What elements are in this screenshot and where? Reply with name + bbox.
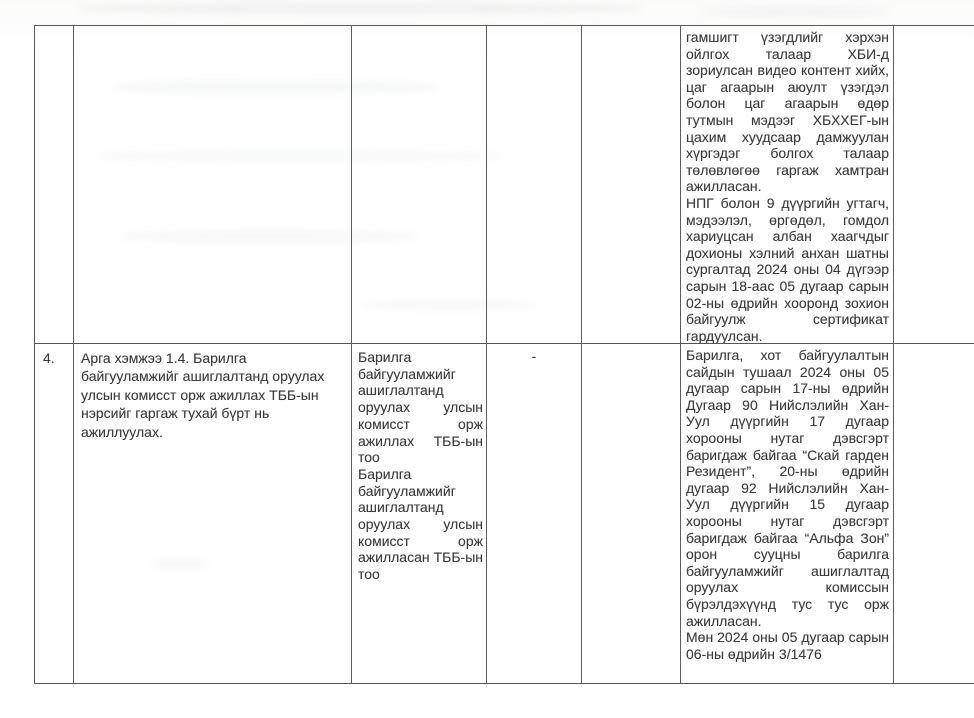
row-number: 4. (43, 350, 55, 366)
target-value: - (531, 348, 537, 364)
cell-target-value (487, 344, 582, 684)
cell-note (894, 344, 974, 684)
cell-result (681, 344, 894, 684)
result-paragraph: Мөн 2024 оны 05 дугаар сарын 06-ны өдрийн 3/1476 (686, 629, 889, 662)
cell-indicator (352, 344, 487, 684)
cell-empty-continuation (582, 26, 681, 344)
activity-text: Арга хэмжээ 1.4. Барилга байгууламжийг ашиглалтанд оруулах улсын комисст орж ажиллах ТББ-ын нэрсийг гаргаж тухай бүрт нь ажиллуулах. (81, 350, 325, 440)
cell-target-continuation (487, 26, 582, 344)
cell-activity (74, 344, 352, 684)
cell-result-continuation (681, 26, 894, 344)
scan-smudge (700, 8, 890, 16)
cell-activity-continuation (74, 26, 352, 344)
cell-row-number-continuation (35, 26, 74, 344)
result-paragraph: НПГ болон 9 дүүргийн угтагч, мэдээлэл, өргөдөл, гомдол хариуцсан албан хаагчдыг дохионы хэлний анхан шатны сургалтад 2024 оны 04 дүгээр сарын 18-аас 05 дугаар сарын 02-ны өдрийн хооронд зохион байгуулж сертификат гардуулсан. (686, 194, 889, 344)
cell-indicator-continuation (352, 26, 487, 344)
result-paragraph: Барилга, хот байгуулалтын сайдын тушаал 2024 оны 05 дугаар сарын 17-ны өдрийн Дугаар 90 Нийслэлийн Хан-Уул дүүргийн 17 дугаар хорооны нутаг дэвсгэрт баригдаж байгаа “Скай гарден Резидент”, 20-ны өдрийн дугаар 92 Нийслэлийн Хан-Уул дүүргийн 15 дугаар хорооны нутаг дэвсгэрт баригдаж байгаа “Альфа Зон” орон сууцны барилга байгууламжийг ашиглалтад оруулах комиссын бүрэлдэхүүнд тус тус орж ажилласан. (686, 347, 889, 629)
report-table (34, 25, 974, 684)
cell-empty (582, 344, 681, 684)
indicator-paragraph: Барилга байгууламжийг ашиглалтанд оруулах улсын комисст орж ажиллах ТББ-ын тоо (358, 349, 483, 466)
cell-row-number (35, 344, 74, 684)
indicator-paragraph: Барилга байгууламжийг ашиглалтанд оруулах улсын комисст орж ажилласан ТББ-ын тоо (358, 465, 483, 583)
cell-note-continuation (894, 26, 974, 344)
result-paragraph: гамшигт үзэгдлийг хэрхэн ойлгох талаар ХБИ-д зориулсан видео контент хийх, цаг агаарын аюулт үзэгдэл болон цаг агаарын өдөр тутмын мэдээг ХБХХЕГ-ын цахим хуудсаар дамжуулан хүргэдэг болгох талаар төлөвлөгөө гаргаж хамтран ажилласан. (686, 29, 889, 195)
scan-smudge (80, 4, 640, 13)
